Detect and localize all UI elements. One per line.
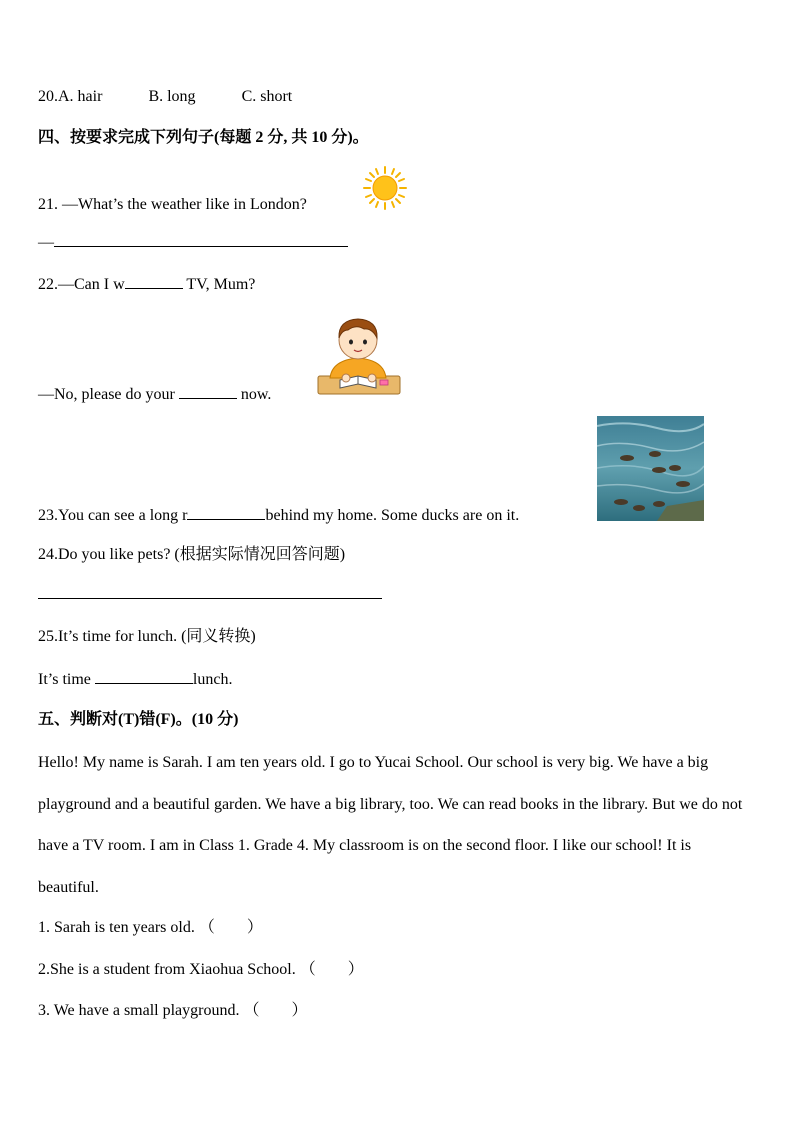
question-25: 25.It’s time for lunch. (同义转换) bbox=[38, 628, 256, 645]
answer-blank[interactable] bbox=[95, 669, 193, 684]
sun-icon bbox=[362, 165, 408, 211]
option-c: C. short bbox=[241, 88, 293, 105]
section-5-heading: 五、判断对(T)错(F)。(10 分) bbox=[38, 711, 239, 728]
answer-blank[interactable] bbox=[125, 274, 183, 289]
answer-blank[interactable] bbox=[38, 584, 382, 599]
question-22-line1: 22.—Can I w TV, Mum? bbox=[38, 276, 256, 293]
reading-passage: Hello! My name is Sarah. I am ten years old. I go to Yucai School. Our school is very big. We have a big playground and a beautiful garden. We have a big library, too. We can read books in the library. But we do not have a TV room. I am in Class 1. Grade 4. My classroom is on the second floor. I like our school! It is beautiful. bbox=[38, 754, 743, 896]
question-25-answer: It’s time lunch. bbox=[38, 671, 233, 688]
question-21: 21. —What’s the weather like in London? bbox=[38, 196, 307, 213]
judge-item-2: 2.She is a student from Xiaohua School. （ ） bbox=[38, 961, 364, 978]
river-ducks-photo bbox=[597, 416, 704, 521]
option-b: B. long bbox=[148, 88, 196, 105]
judge-item-3: 3. We have a small playground. （ ） bbox=[38, 1002, 308, 1019]
boy-studying-illustration bbox=[316, 312, 402, 398]
question-21-answer: — bbox=[38, 232, 348, 253]
answer-blank[interactable] bbox=[54, 232, 348, 247]
answer-blank[interactable] bbox=[187, 505, 265, 520]
question-23: 23.You can see a long r behind my home. Some ducks are on it. bbox=[38, 507, 520, 524]
question-24: 24.Do you like pets? (根据实际情况回答问题) bbox=[38, 546, 346, 563]
question-24-answer bbox=[38, 584, 382, 605]
section-4-heading: 四、按要求完成下列句子(每题 2 分, 共 10 分)。 bbox=[38, 129, 369, 146]
answer-blank[interactable] bbox=[179, 384, 237, 399]
judge-item-1: 1. Sarah is ten years old. （ ） bbox=[38, 919, 263, 936]
option-a: 20.A. hair bbox=[38, 88, 103, 105]
question-22-line2: —No, please do your now. bbox=[38, 386, 272, 403]
question-20 bbox=[38, 87, 292, 107]
